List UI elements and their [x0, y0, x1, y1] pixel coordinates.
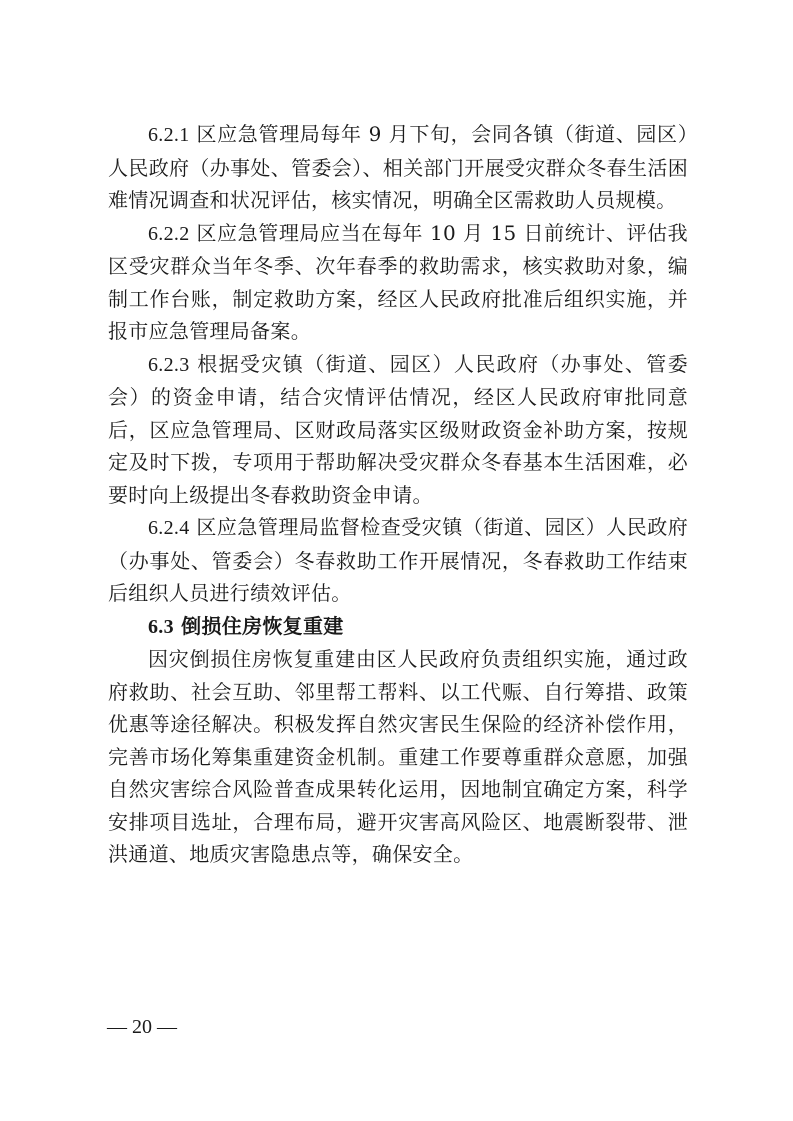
paragraph-6-2-4	[108, 511, 688, 610]
clause-number: 6.2.4	[148, 517, 190, 539]
clause-text: 根据受灾镇（街道、园区）人民政府（办事处、管委会）的资金申请，结合灾情评估情况，经区人民政府审批同意后，区应急管理局、区财政局落实区级财政资金补助方案，按规定及时下拨，专项用于帮助解决受灾群众冬春基本生活困难，必要时向上级提出冬春救助资金申请。	[108, 351, 688, 507]
paragraph-6-2-1	[108, 118, 688, 217]
clause-text: 区应急管理局应当在每年 10 月 15 日前统计、评估我区受灾群众当年冬季、次年春季的救助需求，核实救助对象，编制工作台账，制定救助方案，经区人民政府批准后组织实施，并报市应急管理局备案。	[108, 220, 688, 343]
document-body	[108, 118, 688, 871]
section-title: 倒损住房恢复重建	[181, 613, 344, 638]
page-number: — 20 —	[107, 1016, 177, 1038]
paragraph-6-2-2	[108, 217, 688, 348]
clause-text: 区应急管理局每年 9 月下旬，会同各镇（街道、园区）人民政府（办事处、管委会）、相关部门开展受灾群众冬春生活困难情况调查和状况评估，核实情况，明确全区需救助人员规模。	[108, 122, 688, 212]
clause-text: 区应急管理局监督检查受灾镇（街道、园区）人民政府（办事处、管委会）冬春救助工作开展情况，冬春救助工作结束后组织人员进行绩效评估。	[108, 515, 688, 605]
section-body-paragraph: 因灾倒损住房恢复重建由区人民政府负责组织实施，通过政府救助、社会互助、邻里帮工帮料、以工代赈、自行筹措、政策优惠等途径解决。积极发挥自然灾害民生保险的经济补偿作用，完善市场化筹集重建资金机制。重建工作要尊重群众意愿，加强自然灾害综合风险普查成果转化运用，因地制宜确定方案，科学安排项目选址，合理布局，避开灾害高风险区、地震断裂带、泄洪通道、地质灾害隐患点等，确保安全。	[108, 647, 688, 866]
section-heading-6-3	[108, 610, 688, 644]
paragraph-6-2-3	[108, 348, 688, 512]
section-number: 6.3	[148, 615, 174, 638]
clause-number: 6.2.3	[148, 353, 190, 376]
clause-number: 6.2.2	[148, 222, 190, 245]
clause-number: 6.2.1	[148, 124, 190, 146]
